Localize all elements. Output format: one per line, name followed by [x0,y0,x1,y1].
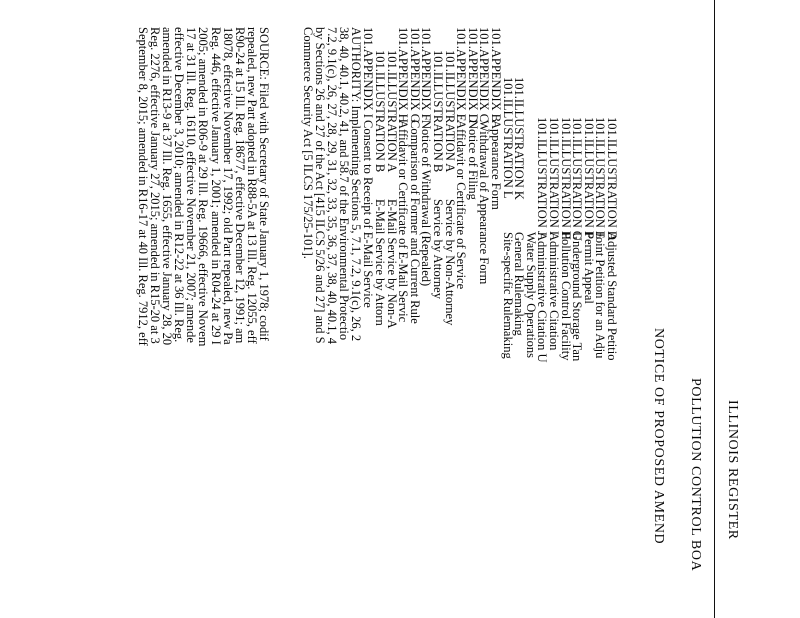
authority-line: by Sections 26 and 27 of the Act [415 ILCS 5/26 and 27] and S [313,27,328,344]
toc-code: 101.APPENDIX E [454,27,469,122]
source-line: Reg. 2276, effective January 27, 2015; amended in R15-20 at 3 [148,27,163,344]
toc-code: 101.ILLUSTRATION A [384,50,399,173]
toc-title: Pollution Control Facility [558,232,573,361]
toc-title: Joint Petition for an Adju [593,232,608,359]
toc-code: 101.APPENDIX C [477,27,492,123]
source-line: September 8, 2015; amended in R16-17 at 40 Ill. Reg. 7912, eff [136,27,150,346]
source-line: effective December 3, 2010; amended in R12-22 at 36 Ill. Reg. [172,27,187,343]
authority-line: 7.2, 9.1(c), 26, 27, 28, 29, 31, 32, 33, 35, 36, 37, 38, 40, 40.1, 4 [325,27,340,344]
toc-code: 101.APPENDIX D [465,27,480,123]
toc-title: Affidavit or Certificate of E-Mail Servic [396,120,411,323]
toc-title: Service by Non-Attorney [442,199,457,326]
authority-line: 38, 40, 40.1, 40.2, 41, and 58.7 of the Environmental Protectio [337,27,352,341]
toc-code: 101.ILLUSTRATION B [373,50,387,173]
toc-code: 101.ILLUSTRATION E [593,117,608,239]
source-line: SOURCE: Filed with Secretary of State January 1, 1978; codif [257,27,271,341]
authority-line: AUTHORITY: Implementing Sections 5, 7.1, 7.2, 9.1(c), 26, 2 [349,27,363,342]
source-line: repealed, new Part adopted in R88-5A at 13 Ill. Reg. 12055, eff [244,27,259,344]
toc-code: 101.ILLUSTRATION F [581,117,596,238]
toc-title: Withdrawal of Appearance Form [477,120,492,285]
toc-title: Comparison of Former and Current Rule [407,120,422,324]
toc-title: Service by Attorney [431,199,445,299]
toc-code: 101.ILLUSTRATION H [558,117,573,240]
toc-title: Underground Storage Tan [570,232,585,362]
toc-title: Adjusted Standard Petitio [605,232,619,361]
toc-code: 101.ILLUSTRATION G [570,117,585,240]
source-line: amended in R13-9 at 37 Ill. Reg. 1655, effective January 28, 20 [160,27,175,346]
toc-code: 101.ILLUSTRATION A [442,50,457,173]
toc-title: Notice of Filing [465,120,480,200]
toc-code: 101.ILLUSTRATION J [535,117,550,236]
toc-title: Appearance Form [489,120,503,210]
register-title: ILLINOIS REGISTER [725,400,740,540]
source-line: 17 at 31 Ill. Reg. 16110, effective November 21, 2007; amende [184,27,199,343]
source-line: Reg. 446, effective January 1, 2001; amended in R04-24 at 29 I [208,27,223,345]
source-line: 18078, effective November 17, 1992; old Part repealed, new Pa [220,27,235,345]
toc-title: Notice of Withdrawal (Repealed) [419,120,434,287]
toc-code: 101.ILLUSTRATION K [512,77,527,200]
authority-line: Commerce Security Act [5 ILCS 175/25-101]. [301,27,316,259]
source-line: 2005; amended in R06-9 at 29 Ill. Reg. 19666, effective Novem [196,27,211,347]
toc-title: Water Supply Operations [523,232,538,359]
toc-code: 101.APPENDIX B [489,27,503,123]
board-title: POLLUTION CONTROL BOA [688,378,703,572]
toc-code: 101.APPENDIX H [396,27,411,123]
toc-code: 101.ILLUSTRATION B [431,50,445,173]
notice-title: NOTICE OF PROPOSED AMEND [651,328,666,545]
toc-title: E-Mail Service by Non-A [384,199,399,329]
toc-code: 101.ILLUSTRATION L [500,77,515,199]
toc-code: 101.APPENDIX I [361,27,376,118]
toc-title: Affidavit or Certificate of Service [454,120,469,290]
toc-title: Administrative Citation [547,232,561,351]
toc-code: 101.ILLUSTRATION I [547,117,561,236]
source-line: R90-24 at 15 Ill. Reg. 18677, effective December 12, 1991; am [232,27,247,344]
toc-title: Site-specific Rulemaking [500,232,515,359]
toc-title: Permit Appeal [581,232,596,304]
header-rule [714,0,715,618]
toc-code: 101.APPENDIX F [419,27,434,121]
toc-title: General Rulemaking [512,232,527,336]
toc-code: 101.ILLUSTRATION D [605,117,619,240]
toc-code: 101.APPENDIX G [407,27,422,123]
toc-title: Consent to Receipt of E-Mail Service [361,120,376,308]
toc-title: E-Mail Service by Attorn [373,199,387,326]
toc-title: Administrative Citation U [535,232,550,363]
